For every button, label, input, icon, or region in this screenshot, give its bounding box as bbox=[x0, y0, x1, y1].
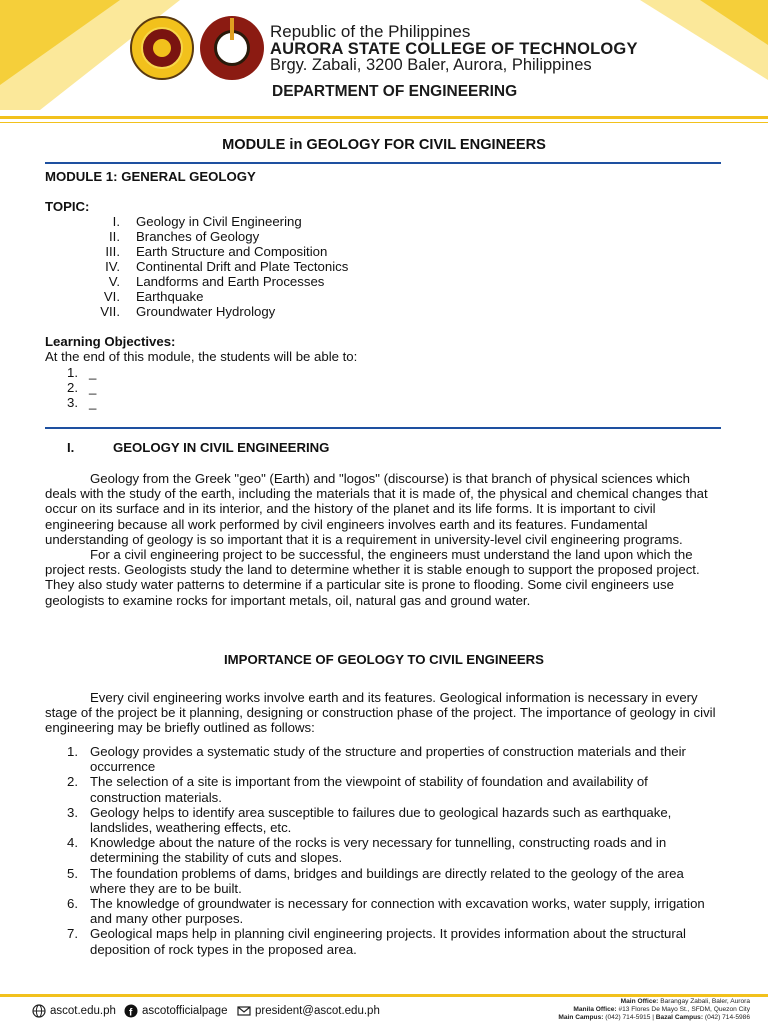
ascot-seal-logo bbox=[130, 16, 194, 80]
list-item bbox=[45, 744, 721, 774]
objectives-label: Learning Objectives: bbox=[45, 334, 176, 349]
footer-email[interactable] bbox=[237, 1004, 380, 1018]
email-text: president@ascot.edu.ph bbox=[255, 1005, 380, 1017]
list-number: 1. bbox=[67, 744, 78, 759]
header-rule bbox=[0, 116, 768, 119]
topic-number: II. bbox=[109, 229, 120, 244]
topic-number: V. bbox=[108, 274, 120, 289]
importance-heading: IMPORTANCE OF GEOLOGY TO CIVIL ENGINEERS bbox=[224, 652, 544, 667]
bazal-campus-label: Bazal Campus: bbox=[655, 1013, 704, 1021]
footer-rule bbox=[0, 994, 768, 997]
list-item bbox=[45, 896, 721, 926]
topic-number: I. bbox=[112, 214, 120, 229]
list-number: 3. bbox=[67, 804, 78, 820]
main-office-value: Barangay Zabali, Baler, Aurora bbox=[658, 998, 750, 1005]
facebook-icon bbox=[124, 1004, 138, 1018]
list-text: Geology provides a systematic study of the structure and properties of construction materials and their occurrence bbox=[90, 744, 686, 775]
manila-office-line bbox=[558, 1006, 750, 1014]
list-text: The foundation problems of dams, bridges and buildings are directly related to the geology of the area where they are to be built. bbox=[90, 865, 684, 896]
topic-number: VII. bbox=[100, 304, 120, 319]
topic-text: Branches of Geology bbox=[136, 229, 260, 244]
main-campus-label: Main Campus: bbox=[558, 1013, 604, 1021]
department-name: DEPARTMENT OF ENGINEERING bbox=[272, 83, 518, 100]
objective-number: 3. bbox=[67, 395, 78, 410]
section-rule bbox=[45, 427, 721, 429]
main-campus-value: (042) 714-5915 bbox=[603, 1013, 651, 1021]
objective-text: _ bbox=[89, 395, 97, 410]
website-text: ascot.edu.ph bbox=[50, 1005, 116, 1017]
list-number: 5. bbox=[67, 865, 78, 881]
paragraph: For a civil engineering project to be successful, the engineers must understand the land upon which the project rests. Geologists study the land to determine whether it is stable enough to support the proposed project. They also study water patterns to determine if a particular site is prone to flooding. Some civil engineers use geologists to examine rocks for important metals, oil, natural gas and ground water. bbox=[45, 547, 700, 608]
letterhead bbox=[0, 0, 768, 135]
list-number: 2. bbox=[67, 774, 78, 790]
module-heading: MODULE 1: GENERAL GEOLOGY bbox=[45, 169, 256, 184]
topic-text: Groundwater Hydrology bbox=[136, 304, 276, 319]
list-number: 4. bbox=[67, 835, 78, 851]
topic-number: IV. bbox=[105, 259, 120, 274]
section-number: I. bbox=[67, 440, 75, 455]
topic-text: Landforms and Earth Processes bbox=[136, 274, 325, 289]
college-address: Brgy. Zabali, 3200 Baler, Aurora, Philippines bbox=[270, 56, 592, 74]
list-item bbox=[45, 774, 721, 804]
bazal-campus-value: (042) 714-5986 bbox=[703, 1013, 750, 1021]
email-icon bbox=[237, 1004, 251, 1018]
footer-facebook[interactable] bbox=[124, 1004, 227, 1018]
page-footer bbox=[0, 994, 768, 1024]
list-number: 7. bbox=[67, 926, 78, 942]
engineering-gear-logo bbox=[200, 16, 264, 80]
globe-icon bbox=[32, 1004, 46, 1018]
republic-line: Republic of the Philippines bbox=[270, 22, 471, 41]
campus-separator: | bbox=[650, 1013, 656, 1021]
topic-text: Geology in Civil Engineering bbox=[136, 214, 302, 229]
topic-text: Earth Structure and Composition bbox=[136, 244, 328, 259]
topic-text: Continental Drift and Plate Tectonics bbox=[136, 259, 349, 274]
footer-website[interactable] bbox=[32, 1004, 116, 1018]
objective-number: 1. bbox=[67, 365, 78, 380]
objective-number: 2. bbox=[67, 380, 78, 395]
list-text: The knowledge of groundwater is necessary for connection with excavation works, water supply, irrigation and many other purposes. bbox=[90, 896, 705, 927]
topic-label: TOPIC: bbox=[45, 199, 90, 214]
college-name: AURORA STATE COLLEGE OF TECHNOLOGY bbox=[270, 40, 638, 58]
list-text: Geological maps help in planning civil engineering projects. It provides information about the structural deposition of rock types in the proposed area. bbox=[90, 926, 686, 957]
importance-list bbox=[45, 744, 721, 957]
objectives-intro: At the end of this module, the students will be able to: bbox=[45, 349, 358, 364]
list-text: Geology helps to identify area susceptible to failures due to geological hazards such as earthquake, landslides, weathering effects, etc. bbox=[90, 804, 672, 836]
list-item bbox=[45, 926, 721, 956]
paragraph: Every civil engineering works involve earth and its features. Geological information is necessary in every stage of the project be it planning, designing or construction phase of the project. The importance of geology in civil engineering may be briefly outlined as follows: bbox=[45, 690, 716, 736]
paragraph: Geology from the Greek "geo" (Earth) and "logos" (discourse) is that branch of physical sciences which deals with the study of the earth, including the materials that it is made of, the physical and chemical changes that occur on its surface and in its interior, and the history of the planet and its life forms. It is important to civil engineering because all work performed by civil engineers involves earth and its features. Fundamental understanding of geology is so important that it is a requirement in university-level civil engineering programs. bbox=[45, 471, 708, 547]
module-title: MODULE in GEOLOGY FOR CIVIL ENGINEERS bbox=[222, 137, 546, 153]
svg-text:f: f bbox=[129, 1007, 133, 1018]
list-item bbox=[45, 835, 721, 865]
footer-offices bbox=[558, 998, 750, 1021]
main-office-label: Main Office: bbox=[620, 998, 659, 1005]
objective-text: _ bbox=[89, 380, 97, 395]
list-text: The selection of a site is important from the viewpoint of stability of foundation and availability of construction materials. bbox=[90, 774, 648, 805]
manila-office-value: #13 Flores De Mayo St., SFDM, Quezon City bbox=[616, 1005, 750, 1013]
list-number: 6. bbox=[67, 896, 78, 912]
section-body bbox=[45, 471, 721, 608]
section-heading: GEOLOGY IN CIVIL ENGINEERING bbox=[113, 440, 330, 455]
topic-number: III. bbox=[105, 244, 120, 259]
list-item bbox=[45, 866, 721, 896]
manila-office-label: Manila Office: bbox=[573, 1005, 617, 1013]
campus-line bbox=[558, 1014, 750, 1022]
main-office-line bbox=[558, 998, 750, 1006]
header-rule-thin bbox=[0, 122, 768, 123]
objective-text: _ bbox=[89, 365, 97, 380]
topic-number: VI. bbox=[103, 289, 120, 304]
list-item bbox=[45, 805, 721, 835]
topic-text: Earthquake bbox=[136, 289, 204, 304]
list-text: Knowledge about the nature of the rocks is very necessary for tunnelling, constructing roads and in determining the stability of cuts and slopes. bbox=[90, 835, 667, 866]
facebook-text: ascotofficialpage bbox=[142, 1005, 228, 1017]
importance-intro bbox=[45, 690, 721, 736]
title-rule bbox=[45, 162, 721, 164]
